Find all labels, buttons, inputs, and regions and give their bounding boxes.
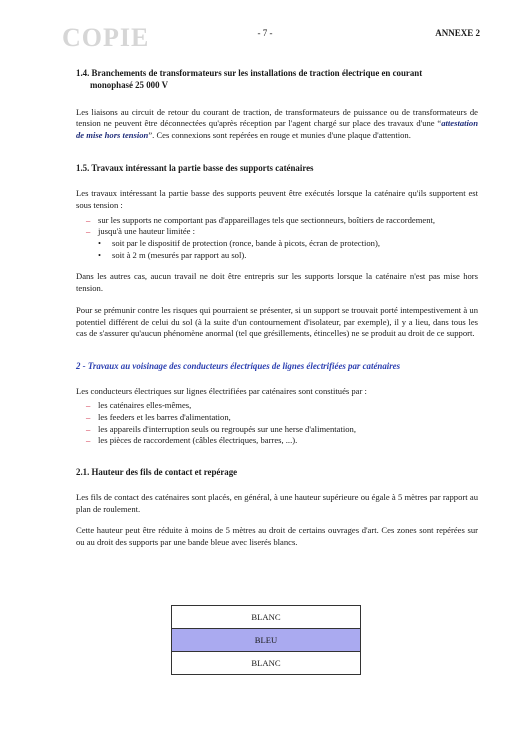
part-2-dash-list: [76, 400, 478, 447]
section-2-1-paragraph-2: Cette hauteur peut être réduite à moins de 5 mètres au droit de certains ouvrages d'art. Ces zones sont repérées sur ou au droit des supports par une bande bleue avec liserés blancs.: [76, 525, 478, 547]
list-item-text: jusqu'à une hauteur limitée :: [98, 226, 196, 237]
dash-marker: –: [86, 214, 91, 225]
dash-marker: –: [86, 423, 91, 434]
section-1-4-title-line1: 1.4. Branchements de transformateurs sur les installations de traction électrique en courant: [76, 68, 423, 78]
list-item: [76, 424, 478, 436]
section-1-4-title-line2: monophasé 25 000 V: [90, 79, 168, 90]
list-item: [76, 250, 478, 262]
section-1-4-title: [76, 68, 478, 92]
section-1-5-paragraph-1: Les travaux intéressant la partie basse des supports peuvent être exécutés lorsque la caténaire qu'ils supportent est sous tension :: [76, 188, 478, 210]
attestation-emphasis: attestation de mise hors tension: [76, 118, 478, 140]
band-blue: BLEU: [172, 629, 360, 652]
dash-marker: –: [86, 226, 91, 237]
list-item-text: les feeders et les barres d'alimentation,: [98, 412, 231, 422]
section-1-5-paragraph-2: Dans les autres cas, aucun travail ne doit être entrepris sur les supports lorsque la caténaire n'est pas mise hors tension.: [76, 271, 478, 294]
section-1-4-paragraph: [76, 107, 478, 142]
list-item-text: soit par le dispositif de protection (ronce, bande à picots, écran de protection),: [112, 238, 380, 249]
list-item: [76, 435, 478, 447]
section-1-5-bullet-list: [76, 238, 478, 261]
color-band-diagram: [171, 605, 361, 675]
section-1-5-paragraph-3: Pour se prémunir contre les risques qui pourraient se présenter, si un support se trouvait porté intempestivement à un potentiel différent de celui du sol (à la suite d'un contournement d'isolateur, par exemple), il y a lieu, dans tous les cas de s'assurer qu'aucun phénomène anormal (tel que grésillements, étincelles) ne se produit au droit de ce support.: [76, 304, 478, 339]
part-2-title: 2 - Travaux au voisinage des conducteurs électriques de lignes électrifiées par caténaires: [76, 360, 401, 371]
section-1-5-title: 1.5. Travaux intéressant la partie basse des supports caténaires: [76, 162, 314, 173]
dash-marker: –: [86, 412, 91, 422]
page-number: - 7 -: [257, 28, 273, 38]
section-1-4-text-after: ”. Ces connexions sont repérées en rouge et munies d'une plaque d'attention.: [148, 129, 411, 140]
section-1-5-dash-list: [76, 215, 478, 238]
bullet-marker: •: [98, 238, 102, 249]
page-header: [0, 20, 530, 50]
list-item-text: soit à 2 m (mesurés par rapport au sol).: [112, 249, 247, 260]
list-item-text: les pièces de raccordement (câbles électriques, barres, ...).: [98, 435, 298, 446]
dash-marker: –: [86, 400, 91, 411]
document-body: [76, 68, 478, 549]
part-2-paragraph: Les conducteurs électriques sur lignes électrifiées par caténaires sont constitués par :: [76, 385, 367, 396]
list-item: [76, 412, 478, 424]
list-item-text: sur les supports ne comportant pas d'appareillages tels que sectionneurs, boîtiers de raccordement,: [98, 214, 436, 225]
section-2-1-paragraph-1: Les fils de contact des caténaires sont placés, en général, à une hauteur supérieure ou égale à 5 mètres par rapport au plan de roulement.: [76, 491, 478, 514]
bullet-marker: •: [98, 249, 102, 260]
copie-stamp: COPIE: [62, 23, 150, 52]
band-white-bottom: BLANC: [251, 658, 281, 668]
dash-marker: –: [86, 435, 91, 446]
list-item-text: les caténaires elles-mêmes,: [98, 400, 192, 411]
list-item-text: les appareils d'interruption seuls ou regroupés sur une herse d'alimentation,: [98, 423, 356, 434]
band-white-top: BLANC: [172, 606, 360, 629]
section-2-1-title: 2.1. Hauteur des fils de contact et repérage: [76, 467, 238, 478]
section-1-4-text-before: Les liaisons au circuit de retour du courant de traction, de transformateurs de puissance ou de transformateurs de tension ne peuvent être déconnectées qu'après réception par l'agent chargé sur place des travaux d'une “: [76, 106, 478, 129]
list-item: [76, 400, 478, 412]
annexe-label: ANNEXE 2: [435, 28, 480, 38]
list-item: [76, 238, 478, 250]
list-item: [76, 226, 478, 238]
list-item: [76, 215, 478, 227]
